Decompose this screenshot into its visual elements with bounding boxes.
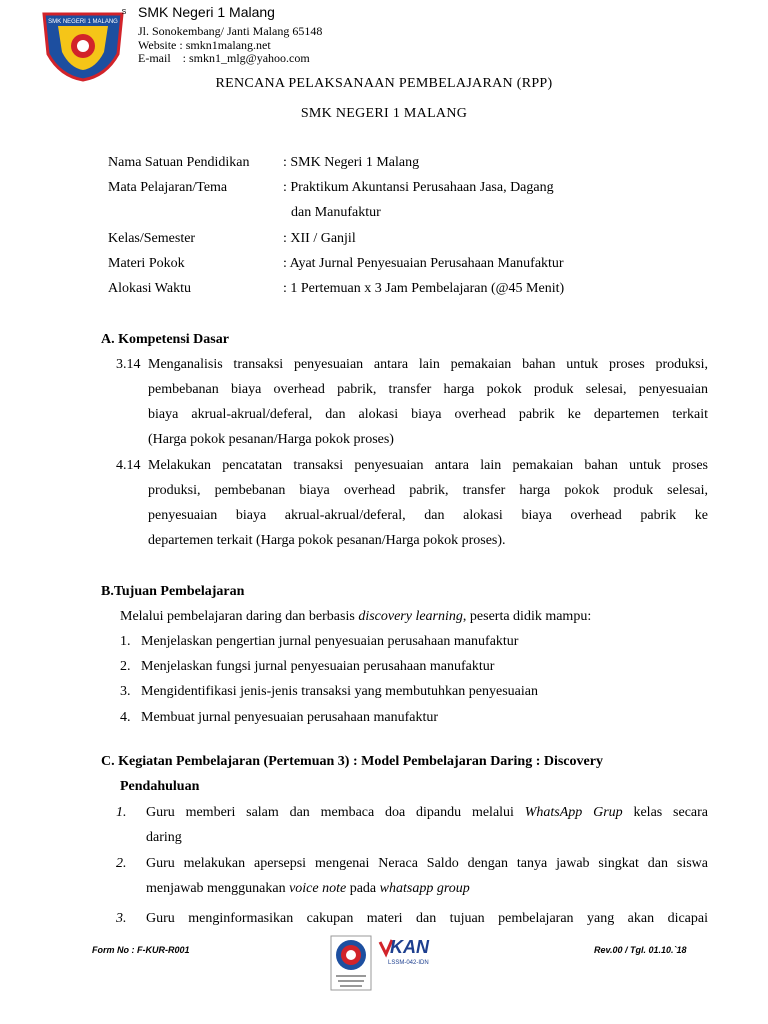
identity-label: Kelas/Semester — [108, 231, 196, 246]
identity-value: : 1 Pertemuan x 3 Jam Pembelajaran (@45 Menit) — [283, 281, 565, 296]
activity-number: 1. — [116, 805, 127, 820]
kd-line: departemen terkait (Harga pokok pesanan/Harga pokok proses). — [148, 533, 506, 548]
school-website[interactable]: Website : smkn1malang.net — [138, 38, 271, 52]
document-title: RENCANA PELAKSANAAN PEMBELAJARAN (RPP) — [215, 76, 553, 91]
objective-number: 3. — [120, 684, 131, 699]
certification-logo — [330, 935, 372, 991]
section-b-intro: Melalui pembelajaran daring dan berbasis discovery learning, peserta didik mampu: — [120, 609, 592, 624]
kd-line: pembebanan biaya overhead pabrik, transfer harga pokok produk selesai, penyesuaian — [148, 382, 708, 397]
identity-label: Alokasi Waktu — [108, 281, 191, 296]
section-b-heading: B.Tujuan Pembelajaran — [101, 584, 245, 599]
identity-value-cont: dan Manufaktur — [291, 205, 381, 220]
kan-subtext: LSSM-042-IDN — [388, 960, 429, 966]
identity-value: : XII / Ganjil — [283, 231, 356, 246]
section-a-heading: A. Kompetensi Dasar — [101, 332, 229, 347]
school-email[interactable]: E-mail : smkn1_mlg@yahoo.com — [138, 51, 310, 65]
school-logo — [36, 6, 130, 82]
identity-label: Materi Pokok — [108, 256, 185, 271]
objective-number: 2. — [120, 659, 131, 674]
svg-text:S: S — [121, 9, 127, 16]
school-name: SMK Negeri 1 Malang — [138, 4, 275, 20]
identity-label: Nama Satuan Pendidikan — [108, 155, 250, 170]
kan-label: KAN — [390, 937, 429, 957]
school-address: Jl. Sonokembang/ Janti Malang 65148 — [138, 24, 323, 38]
kd-line: penyesuaian biaya akrual-akrual/deferal, dan alokasi biaya overhead pabrik ke — [148, 508, 708, 523]
kd-number: 4.14 — [116, 458, 141, 473]
identity-value: : SMK Negeri 1 Malang — [283, 155, 420, 170]
objective-item: Menjelaskan fungsi jurnal penyesuaian perusahaan manufaktur — [141, 659, 495, 674]
section-c-subheading: Pendahuluan — [120, 779, 200, 794]
kd-line: produksi, pembebanan biaya overhead pabrik, transfer harga pokok produk selesai, — [148, 483, 708, 498]
revision-date: Rev.00 / Tgl. 01.10.`18 — [594, 945, 687, 955]
activity-number: 3. — [116, 911, 127, 926]
activity-line: Guru memberi salam dan membaca doa dipandu melalui WhatsApp Grup kelas secara — [146, 805, 709, 820]
kd-line: (Harga pokok pesanan/Harga pokok proses) — [148, 432, 394, 447]
identity-value: : Praktikum Akuntansi Perusahaan Jasa, Dagang — [283, 180, 554, 195]
section-c-heading: C. Kegiatan Pembelajaran (Pertemuan 3) : Model Pembelajaran Daring : Discovery — [101, 754, 603, 769]
document-subtitle: SMK NEGERI 1 MALANG — [300, 106, 468, 121]
objective-item: Membuat jurnal penyesuaian perusahaan manufaktur — [141, 710, 439, 725]
svg-text:SMK NEGERI 1 MALANG: SMK NEGERI 1 MALANG — [48, 19, 118, 25]
activity-line: daring — [146, 830, 182, 845]
kd-line: biaya akrual-akrual/deferal, dan alokasi biaya overhead pabrik ke departemen terkait — [148, 407, 708, 422]
identity-label: Mata Pelajaran/Tema — [108, 180, 228, 195]
kd-line: Menganalisis transaksi penyesuaian antara lain pemakaian bahan untuk proses produksi, — [148, 357, 708, 372]
kd-line: Melakukan pencatatan transaksi penyesuaian antara lain pemakaian bahan untuk proses — [148, 458, 708, 473]
activity-line: Guru menginformasikan cakupan materi dan tujuan pembelajaran yang akan dicapai — [146, 911, 708, 926]
kd-number: 3.14 — [116, 357, 141, 372]
activity-line: Guru melakukan apersepsi mengenai Neraca Saldo dengan tanya jawab singkat dan siswa — [146, 856, 708, 871]
objective-item: Menjelaskan pengertian jurnal penyesuaian perusahaan manufaktur — [141, 634, 519, 649]
objective-number: 4. — [120, 710, 131, 725]
objective-item: Mengidentifikasi jenis-jenis transaksi yang membutuhkan penyesuaian — [141, 684, 538, 699]
activity-number: 2. — [116, 856, 127, 871]
activity-line: menjawab menggunakan voice note pada whatsapp group — [146, 881, 470, 896]
form-number: Form No : F-KUR-R001 — [92, 945, 190, 955]
identity-value: : Ayat Jurnal Penyesuaian Perusahaan Manufaktur — [283, 256, 564, 271]
objective-number: 1. — [120, 634, 131, 649]
